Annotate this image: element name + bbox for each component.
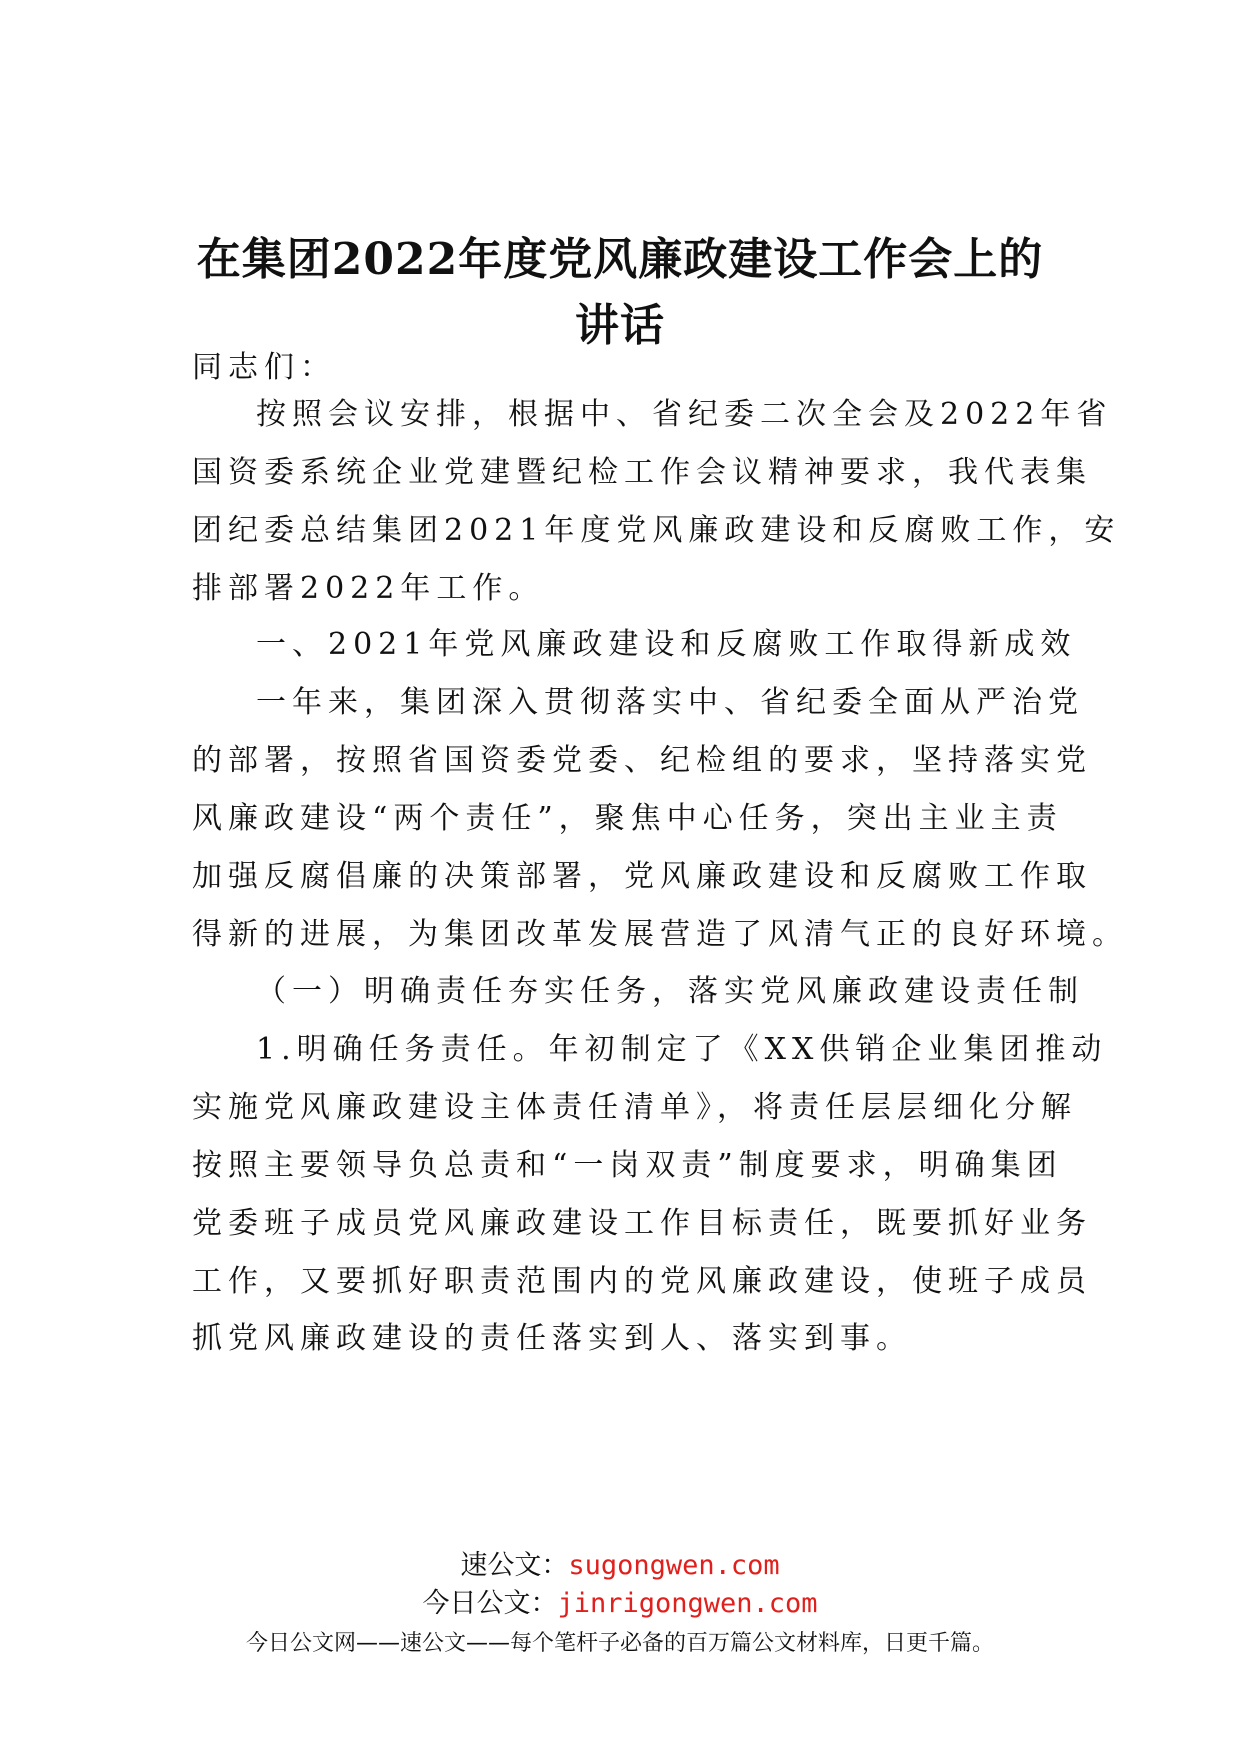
paragraph-line: 按照会议安排，根据中、省纪委二次全会及2022年省 bbox=[256, 397, 1113, 432]
paragraph-line: 党委班子成员党风廉政建设工作目标责任，既要抓好业务 bbox=[192, 1206, 1092, 1241]
jinrigongwen-link[interactable]: jinrigongwen.com bbox=[557, 1588, 818, 1619]
paragraph-line: 实施党风廉政建设主体责任清单》，将责任层层细化分解 bbox=[192, 1090, 1077, 1125]
footer-label: 速公文： bbox=[460, 1550, 569, 1581]
paragraph-line: 工作，又要抓好职责范围内的党风廉政建设，使班子成员 bbox=[192, 1264, 1092, 1299]
footer-slogan: 今日公文网——速公文——每个笔杆子必备的百万篇公文材料库，日更千篇。 bbox=[245, 1631, 994, 1656]
paragraph-line: 1.明确任务责任。年初制定了《XX供销企业集团推动 bbox=[256, 1032, 1108, 1067]
paragraph-line: 团纪委总结集团2021年度党风廉政建设和反腐败工作，安 bbox=[192, 513, 1121, 548]
paragraph-line: 国资委系统企业党建暨纪检工作会议精神要求，我代表集 bbox=[192, 455, 1092, 490]
subsection-heading: （一）明确责任夯实任务，落实党风廉政建设责任制 bbox=[256, 974, 1084, 1009]
footer-label: 今日公文： bbox=[422, 1588, 558, 1619]
salutation: 同志们： bbox=[192, 350, 336, 385]
sugongwen-link[interactable]: sugongwen.com bbox=[568, 1550, 780, 1581]
paragraph-line: 排部署2022年工作。 bbox=[192, 571, 545, 606]
footer-line-jinrigongwen bbox=[0, 1586, 1240, 1622]
paragraph-line: 得新的进展，为集团改革发展营造了风清气正的良好环境。 bbox=[192, 917, 1128, 952]
document-title-line2: 讲话 bbox=[575, 300, 665, 351]
paragraph-line: 风廉政建设“两个责任”，聚焦中心任务，突出主业主责 bbox=[192, 801, 1063, 836]
footer-line-sugongwen bbox=[0, 1548, 1240, 1584]
paragraph-line: 一年来，集团深入贯彻落实中、省纪委全面从严治党 bbox=[256, 685, 1084, 720]
paragraph-line: 抓党风廉政建设的责任落实到人、落实到事。 bbox=[192, 1321, 912, 1356]
section-heading: 一、2021年党风廉政建设和反腐败工作取得新成效 bbox=[256, 627, 1077, 662]
paragraph-line: 加强反腐倡廉的决策部署，党风廉政建设和反腐败工作取 bbox=[192, 859, 1092, 894]
paragraph-line: 按照主要领导负总责和“一岗双责”制度要求，明确集团 bbox=[192, 1148, 1063, 1183]
document-title-line1: 在集团2022年度党风廉政建设工作会上的 bbox=[196, 234, 1044, 285]
paragraph-line: 的部署，按照省国资委党委、纪检组的要求，坚持落实党 bbox=[192, 743, 1092, 778]
